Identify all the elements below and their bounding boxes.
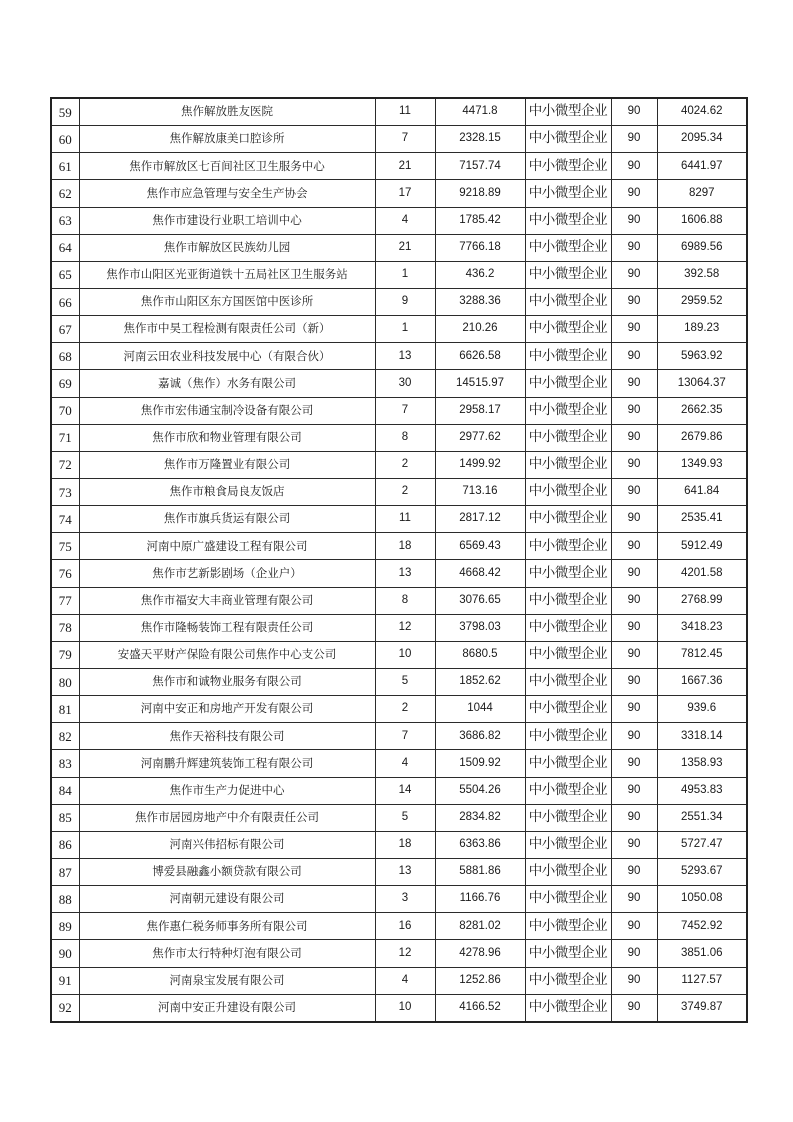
count-cell: 8 <box>375 424 435 451</box>
count-cell: 1 <box>375 261 435 288</box>
row-number-cell: 87 <box>51 858 79 885</box>
row-number-cell: 66 <box>51 288 79 315</box>
count-cell: 18 <box>375 831 435 858</box>
result-cell: 1606.88 <box>657 207 747 234</box>
company-name-cell: 焦作市山阳区东方国医馆中医诊所 <box>79 288 375 315</box>
rate-cell: 90 <box>611 126 657 153</box>
row-number-cell: 64 <box>51 234 79 261</box>
count-cell: 7 <box>375 723 435 750</box>
count-cell: 1 <box>375 316 435 343</box>
table-row <box>51 831 747 858</box>
rate-cell: 90 <box>611 967 657 994</box>
rate-cell: 90 <box>611 587 657 614</box>
enterprise-type-cell: 中小微型企业 <box>525 370 611 397</box>
table-row <box>51 316 747 343</box>
result-cell: 2095.34 <box>657 126 747 153</box>
row-number-cell: 92 <box>51 994 79 1022</box>
enterprise-type-cell: 中小微型企业 <box>525 804 611 831</box>
company-name-cell: 焦作市福安大丰商业管理有限公司 <box>79 587 375 614</box>
enterprise-type-cell: 中小微型企业 <box>525 560 611 587</box>
rate-cell: 90 <box>611 98 657 126</box>
amount-cell: 8680.5 <box>435 641 525 668</box>
table-row <box>51 98 747 126</box>
company-name-cell: 焦作天裕科技有限公司 <box>79 723 375 750</box>
enterprise-type-cell: 中小微型企业 <box>525 587 611 614</box>
enterprise-type-cell: 中小微型企业 <box>525 668 611 695</box>
amount-cell: 2817.12 <box>435 506 525 533</box>
result-cell: 2662.35 <box>657 397 747 424</box>
result-cell: 4024.62 <box>657 98 747 126</box>
count-cell: 7 <box>375 126 435 153</box>
result-cell: 2679.86 <box>657 424 747 451</box>
enterprise-type-cell: 中小微型企业 <box>525 831 611 858</box>
result-cell: 2551.34 <box>657 804 747 831</box>
count-cell: 11 <box>375 98 435 126</box>
count-cell: 11 <box>375 506 435 533</box>
rate-cell: 90 <box>611 886 657 913</box>
company-name-cell: 焦作市建设行业职工培训中心 <box>79 207 375 234</box>
rate-cell: 90 <box>611 424 657 451</box>
row-number-cell: 77 <box>51 587 79 614</box>
table-row <box>51 533 747 560</box>
count-cell: 2 <box>375 696 435 723</box>
amount-cell: 1785.42 <box>435 207 525 234</box>
row-number-cell: 71 <box>51 424 79 451</box>
rate-cell: 90 <box>611 207 657 234</box>
company-name-cell: 焦作市太行特种灯泡有限公司 <box>79 940 375 967</box>
table-row <box>51 967 747 994</box>
table-row <box>51 750 747 777</box>
company-name-cell: 焦作市中昊工程检测有限责任公司（新） <box>79 316 375 343</box>
row-number-cell: 62 <box>51 180 79 207</box>
result-cell: 392.58 <box>657 261 747 288</box>
company-name-cell: 焦作市欣和物业管理有限公司 <box>79 424 375 451</box>
row-number-cell: 91 <box>51 967 79 994</box>
amount-cell: 713.16 <box>435 478 525 505</box>
row-number-cell: 72 <box>51 451 79 478</box>
row-number-cell: 68 <box>51 343 79 370</box>
count-cell: 16 <box>375 913 435 940</box>
table-row <box>51 478 747 505</box>
table-row <box>51 886 747 913</box>
table-row <box>51 397 747 424</box>
row-number-cell: 90 <box>51 940 79 967</box>
amount-cell: 7157.74 <box>435 153 525 180</box>
count-cell: 3 <box>375 886 435 913</box>
count-cell: 13 <box>375 343 435 370</box>
enterprise-type-cell: 中小微型企业 <box>525 397 611 424</box>
count-cell: 4 <box>375 207 435 234</box>
amount-cell: 2328.15 <box>435 126 525 153</box>
rate-cell: 90 <box>611 316 657 343</box>
row-number-cell: 76 <box>51 560 79 587</box>
table-row <box>51 424 747 451</box>
enterprise-type-cell: 中小微型企业 <box>525 777 611 804</box>
rate-cell: 90 <box>611 913 657 940</box>
result-cell: 2768.99 <box>657 587 747 614</box>
table-row <box>51 940 747 967</box>
rate-cell: 90 <box>611 234 657 261</box>
enterprise-type-cell: 中小微型企业 <box>525 940 611 967</box>
rate-cell: 90 <box>611 750 657 777</box>
count-cell: 21 <box>375 153 435 180</box>
amount-cell: 6363.86 <box>435 831 525 858</box>
company-name-cell: 河南朝元建设有限公司 <box>79 886 375 913</box>
amount-cell: 436.2 <box>435 261 525 288</box>
company-name-cell: 焦作市山阳区光亚街道铁十五局社区卫生服务站 <box>79 261 375 288</box>
company-name-cell: 焦作市解放区七百间社区卫生服务中心 <box>79 153 375 180</box>
row-number-cell: 80 <box>51 668 79 695</box>
result-cell: 189.23 <box>657 316 747 343</box>
amount-cell: 4471.8 <box>435 98 525 126</box>
count-cell: 21 <box>375 234 435 261</box>
rate-cell: 90 <box>611 777 657 804</box>
count-cell: 7 <box>375 397 435 424</box>
amount-cell: 5881.86 <box>435 858 525 885</box>
result-cell: 2959.52 <box>657 288 747 315</box>
result-cell: 5963.92 <box>657 343 747 370</box>
rate-cell: 90 <box>611 560 657 587</box>
row-number-cell: 70 <box>51 397 79 424</box>
rate-cell: 90 <box>611 696 657 723</box>
amount-cell: 1252.86 <box>435 967 525 994</box>
rate-cell: 90 <box>611 614 657 641</box>
row-number-cell: 79 <box>51 641 79 668</box>
amount-cell: 7766.18 <box>435 234 525 261</box>
row-number-cell: 89 <box>51 913 79 940</box>
table-row <box>51 234 747 261</box>
company-name-cell: 焦作解放胜友医院 <box>79 98 375 126</box>
enterprise-type-cell: 中小微型企业 <box>525 506 611 533</box>
table-row <box>51 180 747 207</box>
table-row <box>51 994 747 1022</box>
company-name-cell: 焦作市艺新影剧场（企业户） <box>79 560 375 587</box>
amount-cell: 3686.82 <box>435 723 525 750</box>
result-cell: 7452.92 <box>657 913 747 940</box>
enterprise-type-cell: 中小微型企业 <box>525 967 611 994</box>
enterprise-type-cell: 中小微型企业 <box>525 478 611 505</box>
result-cell: 7812.45 <box>657 641 747 668</box>
company-name-cell: 河南鹏升辉建筑装饰工程有限公司 <box>79 750 375 777</box>
table-row <box>51 370 747 397</box>
table-row <box>51 614 747 641</box>
enterprise-type-cell: 中小微型企业 <box>525 858 611 885</box>
amount-cell: 5504.26 <box>435 777 525 804</box>
result-cell: 1667.36 <box>657 668 747 695</box>
table-row <box>51 587 747 614</box>
amount-cell: 9218.89 <box>435 180 525 207</box>
table-row <box>51 641 747 668</box>
company-name-cell: 河南兴伟招标有限公司 <box>79 831 375 858</box>
enterprise-type-cell: 中小微型企业 <box>525 153 611 180</box>
amount-cell: 6626.58 <box>435 343 525 370</box>
enterprise-type-cell: 中小微型企业 <box>525 913 611 940</box>
row-number-cell: 69 <box>51 370 79 397</box>
result-cell: 2535.41 <box>657 506 747 533</box>
result-cell: 1349.93 <box>657 451 747 478</box>
table-row <box>51 153 747 180</box>
amount-cell: 4166.52 <box>435 994 525 1022</box>
count-cell: 18 <box>375 533 435 560</box>
enterprise-type-cell: 中小微型企业 <box>525 696 611 723</box>
table-row <box>51 696 747 723</box>
rate-cell: 90 <box>611 180 657 207</box>
enterprise-type-cell: 中小微型企业 <box>525 316 611 343</box>
row-number-cell: 60 <box>51 126 79 153</box>
subsidy-table <box>50 97 748 1023</box>
table-body <box>51 98 747 1022</box>
count-cell: 30 <box>375 370 435 397</box>
rate-cell: 90 <box>611 506 657 533</box>
enterprise-type-cell: 中小微型企业 <box>525 723 611 750</box>
amount-cell: 1499.92 <box>435 451 525 478</box>
amount-cell: 4278.96 <box>435 940 525 967</box>
rate-cell: 90 <box>611 153 657 180</box>
row-number-cell: 74 <box>51 506 79 533</box>
result-cell: 13064.37 <box>657 370 747 397</box>
table-row <box>51 126 747 153</box>
row-number-cell: 61 <box>51 153 79 180</box>
rate-cell: 90 <box>611 723 657 750</box>
company-name-cell: 焦作市解放区民族幼儿园 <box>79 234 375 261</box>
rate-cell: 90 <box>611 668 657 695</box>
rate-cell: 90 <box>611 641 657 668</box>
enterprise-type-cell: 中小微型企业 <box>525 234 611 261</box>
table-row <box>51 451 747 478</box>
count-cell: 9 <box>375 288 435 315</box>
enterprise-type-cell: 中小微型企业 <box>525 288 611 315</box>
company-name-cell: 焦作市生产力促进中心 <box>79 777 375 804</box>
amount-cell: 3798.03 <box>435 614 525 641</box>
amount-cell: 3288.36 <box>435 288 525 315</box>
row-number-cell: 59 <box>51 98 79 126</box>
table-row <box>51 858 747 885</box>
row-number-cell: 83 <box>51 750 79 777</box>
company-name-cell: 博爱县融鑫小额贷款有限公司 <box>79 858 375 885</box>
rate-cell: 90 <box>611 940 657 967</box>
rate-cell: 90 <box>611 261 657 288</box>
company-name-cell: 河南中安正和房地产开发有限公司 <box>79 696 375 723</box>
count-cell: 10 <box>375 641 435 668</box>
table-row <box>51 207 747 234</box>
enterprise-type-cell: 中小微型企业 <box>525 614 611 641</box>
table-row <box>51 723 747 750</box>
company-name-cell: 安盛天平财产保险有限公司焦作中心支公司 <box>79 641 375 668</box>
count-cell: 17 <box>375 180 435 207</box>
result-cell: 3318.14 <box>657 723 747 750</box>
table-row <box>51 560 747 587</box>
table-row <box>51 777 747 804</box>
amount-cell: 2958.17 <box>435 397 525 424</box>
count-cell: 4 <box>375 967 435 994</box>
amount-cell: 1852.62 <box>435 668 525 695</box>
result-cell: 4953.83 <box>657 777 747 804</box>
enterprise-type-cell: 中小微型企业 <box>525 261 611 288</box>
company-name-cell: 河南中安正升建设有限公司 <box>79 994 375 1022</box>
company-name-cell: 焦作市旗兵货运有限公司 <box>79 506 375 533</box>
enterprise-type-cell: 中小微型企业 <box>525 180 611 207</box>
result-cell: 3749.87 <box>657 994 747 1022</box>
count-cell: 12 <box>375 940 435 967</box>
enterprise-type-cell: 中小微型企业 <box>525 424 611 451</box>
company-name-cell: 焦作市应急管理与安全生产协会 <box>79 180 375 207</box>
count-cell: 8 <box>375 587 435 614</box>
result-cell: 641.84 <box>657 478 747 505</box>
enterprise-type-cell: 中小微型企业 <box>525 641 611 668</box>
table-row <box>51 506 747 533</box>
amount-cell: 210.26 <box>435 316 525 343</box>
company-name-cell: 河南云田农业科技发展中心（有限合伙） <box>79 343 375 370</box>
row-number-cell: 67 <box>51 316 79 343</box>
rate-cell: 90 <box>611 288 657 315</box>
row-number-cell: 86 <box>51 831 79 858</box>
result-cell: 3418.23 <box>657 614 747 641</box>
amount-cell: 14515.97 <box>435 370 525 397</box>
count-cell: 14 <box>375 777 435 804</box>
company-name-cell: 焦作市宏伟通宝制冷设备有限公司 <box>79 397 375 424</box>
count-cell: 2 <box>375 478 435 505</box>
row-number-cell: 84 <box>51 777 79 804</box>
row-number-cell: 85 <box>51 804 79 831</box>
count-cell: 13 <box>375 560 435 587</box>
amount-cell: 6569.43 <box>435 533 525 560</box>
table-row <box>51 668 747 695</box>
company-name-cell: 河南中原广盛建设工程有限公司 <box>79 533 375 560</box>
company-name-cell: 焦作市居园房地产中介有限责任公司 <box>79 804 375 831</box>
rate-cell: 90 <box>611 533 657 560</box>
row-number-cell: 73 <box>51 478 79 505</box>
result-cell: 5293.67 <box>657 858 747 885</box>
company-name-cell: 焦作市和诚物业服务有限公司 <box>79 668 375 695</box>
result-cell: 6441.97 <box>657 153 747 180</box>
enterprise-type-cell: 中小微型企业 <box>525 451 611 478</box>
company-name-cell: 焦作解放康美口腔诊所 <box>79 126 375 153</box>
count-cell: 13 <box>375 858 435 885</box>
enterprise-type-cell: 中小微型企业 <box>525 126 611 153</box>
rate-cell: 90 <box>611 370 657 397</box>
count-cell: 2 <box>375 451 435 478</box>
enterprise-type-cell: 中小微型企业 <box>525 98 611 126</box>
count-cell: 5 <box>375 804 435 831</box>
result-cell: 3851.06 <box>657 940 747 967</box>
rate-cell: 90 <box>611 343 657 370</box>
rate-cell: 90 <box>611 831 657 858</box>
enterprise-type-cell: 中小微型企业 <box>525 886 611 913</box>
company-name-cell: 嘉诚（焦作）水务有限公司 <box>79 370 375 397</box>
table-row <box>51 913 747 940</box>
row-number-cell: 88 <box>51 886 79 913</box>
enterprise-type-cell: 中小微型企业 <box>525 994 611 1022</box>
row-number-cell: 65 <box>51 261 79 288</box>
amount-cell: 1166.76 <box>435 886 525 913</box>
amount-cell: 3076.65 <box>435 587 525 614</box>
rate-cell: 90 <box>611 994 657 1022</box>
result-cell: 939.6 <box>657 696 747 723</box>
count-cell: 4 <box>375 750 435 777</box>
result-cell: 4201.58 <box>657 560 747 587</box>
company-name-cell: 焦作市隆畅装饰工程有限责任公司 <box>79 614 375 641</box>
count-cell: 12 <box>375 614 435 641</box>
count-cell: 5 <box>375 668 435 695</box>
amount-cell: 8281.02 <box>435 913 525 940</box>
count-cell: 10 <box>375 994 435 1022</box>
row-number-cell: 75 <box>51 533 79 560</box>
amount-cell: 2977.62 <box>435 424 525 451</box>
company-name-cell: 焦作市万隆置业有限公司 <box>79 451 375 478</box>
row-number-cell: 81 <box>51 696 79 723</box>
amount-cell: 4668.42 <box>435 560 525 587</box>
result-cell: 5727.47 <box>657 831 747 858</box>
enterprise-type-cell: 中小微型企业 <box>525 343 611 370</box>
result-cell: 1127.57 <box>657 967 747 994</box>
result-cell: 1358.93 <box>657 750 747 777</box>
enterprise-type-cell: 中小微型企业 <box>525 207 611 234</box>
rate-cell: 90 <box>611 858 657 885</box>
company-name-cell: 焦作市粮食局良友饭店 <box>79 478 375 505</box>
result-cell: 8297 <box>657 180 747 207</box>
table-row <box>51 343 747 370</box>
company-name-cell: 焦作惠仁税务师事务所有限公司 <box>79 913 375 940</box>
company-name-cell: 河南泉宝发展有限公司 <box>79 967 375 994</box>
result-cell: 6989.56 <box>657 234 747 261</box>
enterprise-type-cell: 中小微型企业 <box>525 750 611 777</box>
rate-cell: 90 <box>611 478 657 505</box>
table-row <box>51 804 747 831</box>
enterprise-type-cell: 中小微型企业 <box>525 533 611 560</box>
amount-cell: 1044 <box>435 696 525 723</box>
table-row <box>51 261 747 288</box>
row-number-cell: 78 <box>51 614 79 641</box>
amount-cell: 1509.92 <box>435 750 525 777</box>
result-cell: 5912.49 <box>657 533 747 560</box>
result-cell: 1050.08 <box>657 886 747 913</box>
rate-cell: 90 <box>611 397 657 424</box>
rate-cell: 90 <box>611 451 657 478</box>
row-number-cell: 82 <box>51 723 79 750</box>
table-row <box>51 288 747 315</box>
amount-cell: 2834.82 <box>435 804 525 831</box>
rate-cell: 90 <box>611 804 657 831</box>
row-number-cell: 63 <box>51 207 79 234</box>
